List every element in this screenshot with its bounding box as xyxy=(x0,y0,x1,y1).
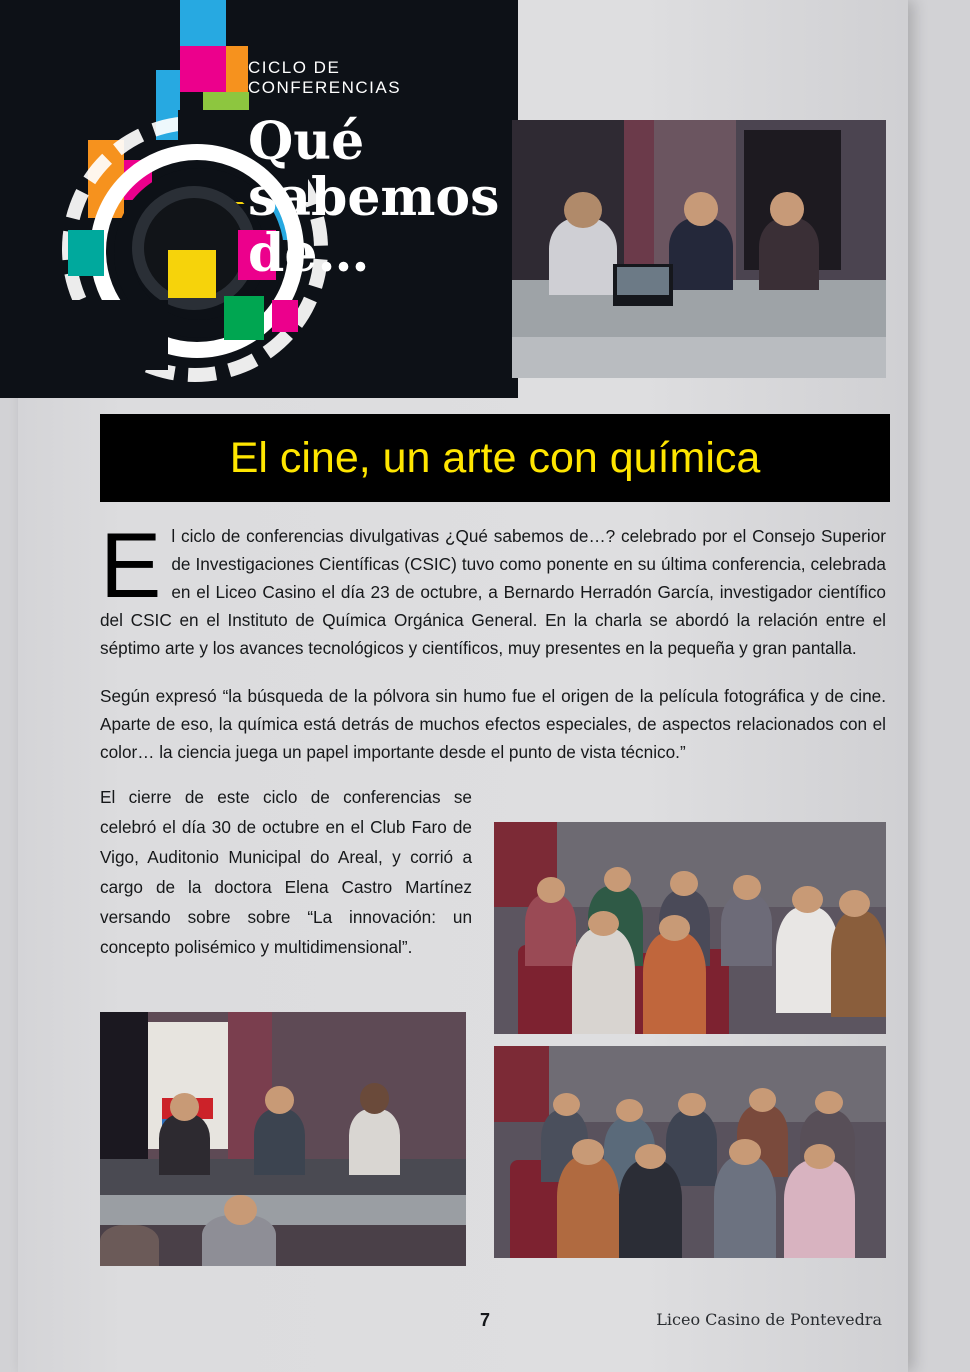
logo-text xyxy=(248,58,499,282)
logo-title-line2: sabemos xyxy=(248,167,500,228)
footer-publication: Liceo Casino de Pontevedra xyxy=(656,1310,882,1329)
conference-logo-block xyxy=(0,0,518,398)
logo-title-line1: Qué xyxy=(248,111,365,172)
page-number: 7 xyxy=(479,1310,490,1330)
photo-audience-first xyxy=(494,822,886,1034)
article-body-narrow xyxy=(100,782,472,962)
paragraph-1-wrapper xyxy=(100,515,886,662)
paragraph-3: El cierre de este ciclo de conferencias se celebró el día 30 de octubre en el Club Faro de Vigo, Auditonio Municipal do Areal, y corrió a cargo de la doctora Elena Castro Martínez versando sobre sobre “La innovación: un concepto polisémico y multidimensional”. xyxy=(100,787,472,957)
article-body xyxy=(100,515,886,786)
logo-title-line3: de… xyxy=(248,223,370,284)
logo-eyebrow-line1: CICLO DE xyxy=(248,58,341,77)
paragraph-2: Según expresó “la búsqueda de la pólvora sin humo fue el origen de la película fotográfica y de cine. Aparte de eso, la química está detrás de muchos efectos especiales, de aspectos relacionados con el color… la ciencia juega un papel importante desde el punto de vista técnico.” xyxy=(100,686,886,762)
logo-eyebrow-line2: CONFERENCIAS xyxy=(248,78,402,97)
photo-conference-panel xyxy=(512,120,886,378)
photo-audience-second xyxy=(494,1046,886,1258)
photo-panel-table xyxy=(100,1012,466,1266)
page-title: El cine, un arte con química xyxy=(229,433,761,482)
article-title-bar xyxy=(100,414,890,502)
paragraph-1: l ciclo de conferencias divulgativas ¿Qué sabemos de…? celebrado por el Consejo Superior de Investigaciones Científicas (CSIC) tuvo como ponente en su última conferencia, celebrada en el Liceo Casino el día 23 de octubre, a Bernardo Herradón García, investigador científico del CSIC en el Instituto de Química Orgánica General. En la charla se abordó la relación entre el séptimo arte y los avances tecnológicos y científicos, muy presentes en la pequeña y gran pantalla. xyxy=(100,526,886,658)
dropcap: E xyxy=(100,515,162,617)
